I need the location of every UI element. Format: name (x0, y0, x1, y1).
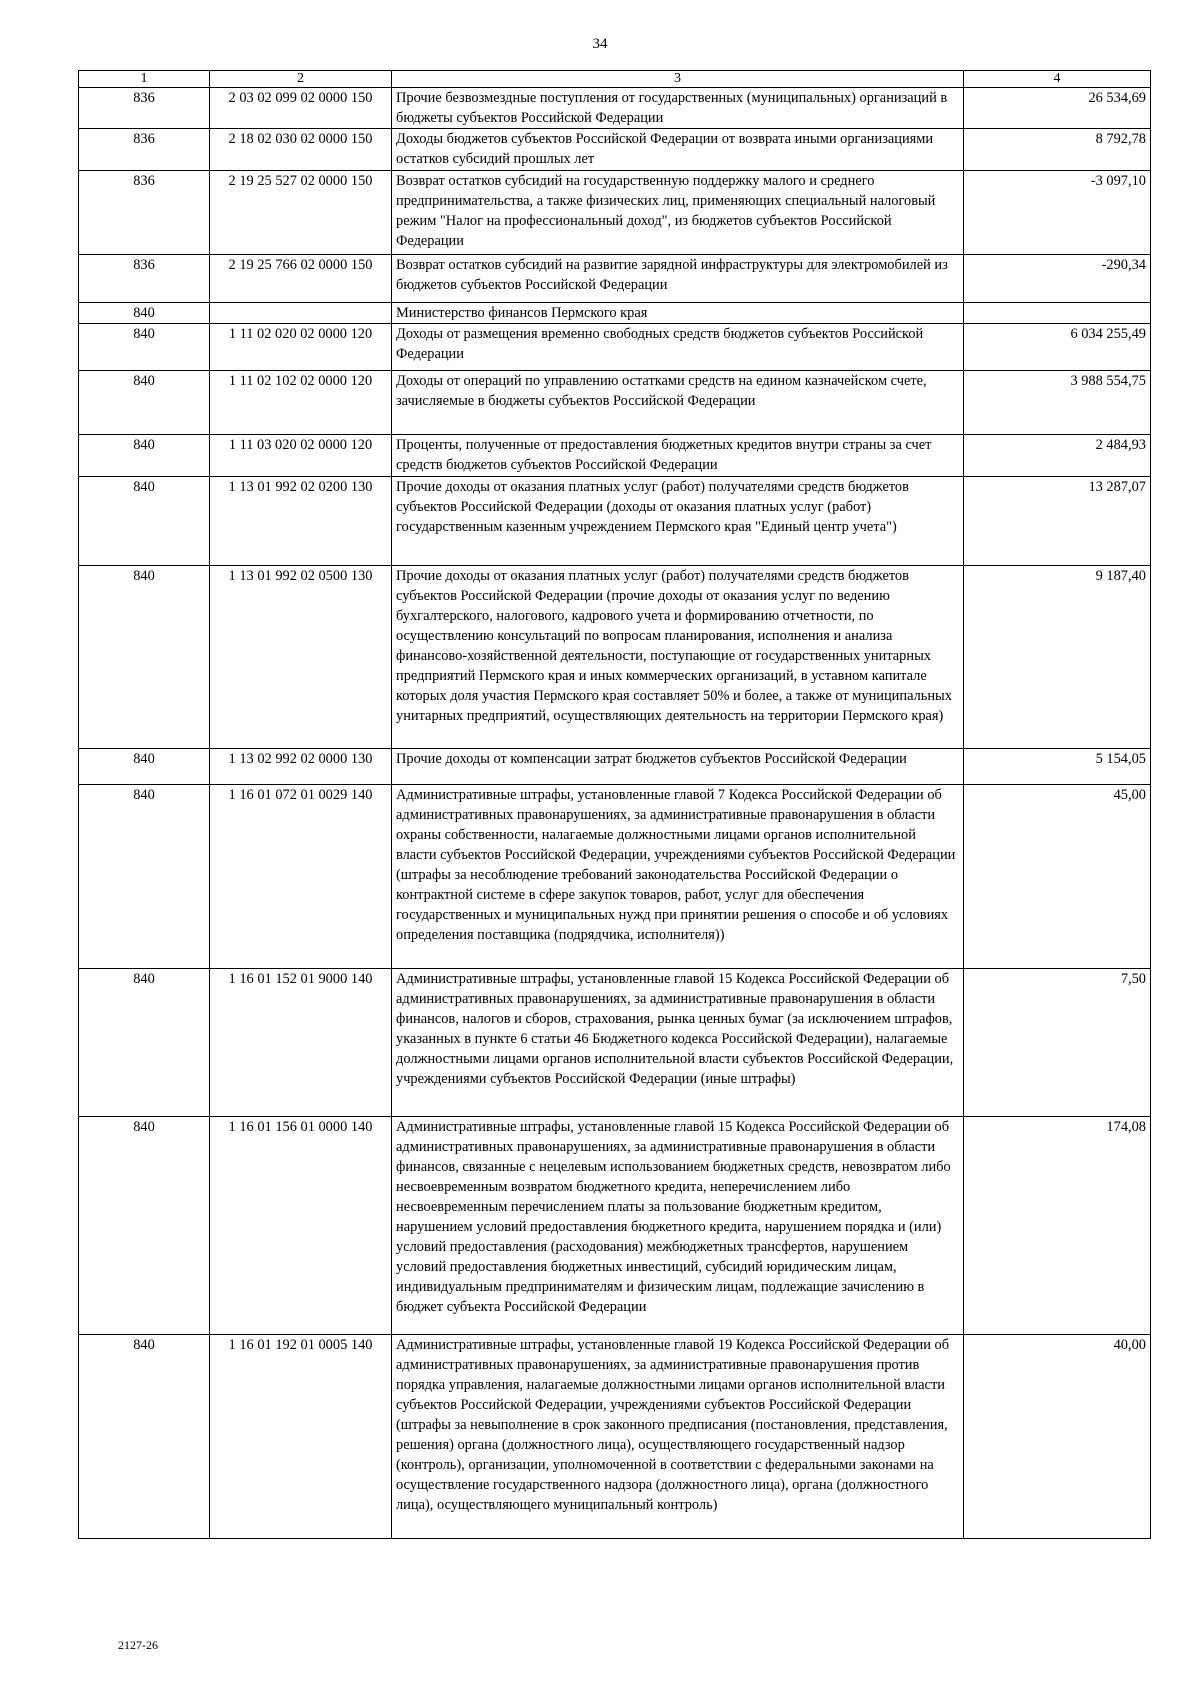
page-number: 34 (592, 36, 608, 52)
amount-cell: 13 287,07 (964, 477, 1151, 566)
description-cell: Прочие безвозмездные поступления от государственных (муниципальных) организаций в бюджеты субъектов Российской Федерации (392, 88, 964, 129)
amount-cell (964, 303, 1151, 324)
admin-code-cell: 840 (79, 371, 210, 435)
description-cell: Проценты, полученные от предоставления бюджетных кредитов внутри страны за счет средств бюджетов субъектов Российской Федерации (392, 435, 964, 477)
budget-code-cell: 1 13 01 992 02 0200 130 (210, 477, 392, 566)
admin-code-cell: 836 (79, 129, 210, 171)
amount-cell: 40,00 (964, 1335, 1151, 1539)
budget-code-cell: 2 03 02 099 02 0000 150 (210, 88, 392, 129)
document-footer-code: 2127-26 (118, 1638, 158, 1652)
table-row (79, 1335, 1151, 1539)
column-number-header-row (79, 71, 1151, 88)
admin-code-cell: 840 (79, 324, 210, 371)
table-row (79, 129, 1151, 171)
budget-code-cell (210, 303, 392, 324)
amount-cell: 45,00 (964, 785, 1151, 969)
table-row (79, 1117, 1151, 1335)
admin-code-cell: 840 (79, 566, 210, 749)
description-cell: Административные штрафы, установленные главой 7 Кодекса Российской Федерации об административных правонарушениях, за административные правонарушения в области охраны собственности, налагаемые должностными лицами органов исполнительной власти субъектов Российской Федерации, учреждениями субъектов Российской Федерации (штрафы за несоблюдение требований законодательства Российской Федерации о контрактной системе в сфере закупок товаров, работ, услуг для обеспечения государственных и муниципальных нужд при принятии решения о способе и об условиях определения поставщика (подрядчика, исполнителя)) (392, 785, 964, 969)
admin-code-cell: 840 (79, 1117, 210, 1335)
column-header-4: 4 (964, 71, 1151, 88)
table-row (79, 324, 1151, 371)
ministry-name-cell: Министерство финансов Пермского края (392, 303, 964, 324)
admin-code-cell: 840 (79, 969, 210, 1117)
table-row (79, 171, 1151, 255)
amount-cell: 7,50 (964, 969, 1151, 1117)
description-cell: Доходы от размещения временно свободных средств бюджетов субъектов Российской Федерации (392, 324, 964, 371)
budget-code-cell: 1 13 01 992 02 0500 130 (210, 566, 392, 749)
table-row (79, 969, 1151, 1117)
table-row (79, 566, 1151, 749)
admin-code-cell: 836 (79, 88, 210, 129)
budget-code-cell: 2 18 02 030 02 0000 150 (210, 129, 392, 171)
amount-cell: 174,08 (964, 1117, 1151, 1335)
budget-code-cell: 2 19 25 766 02 0000 150 (210, 255, 392, 303)
admin-code-cell: 840 (79, 785, 210, 969)
description-cell: Доходы от операций по управлению остатками средств на едином казначейском счете, зачисляемые в бюджеты субъектов Российской Федерации (392, 371, 964, 435)
budget-code-cell: 1 16 01 072 01 0029 140 (210, 785, 392, 969)
description-cell: Административные штрафы, установленные главой 15 Кодекса Российской Федерации об административных правонарушениях, за административные правонарушения в области финансов, налогов и сборов, страхования, рынка ценных бумаг (за исключением штрафов, указанных в пункте 6 статьи 46 Бюджетного кодекса Российской Федерации), налагаемые должностными лицами органов исполнительной власти субъектов Российской Федерации, учреждениями субъектов Российской Федерации (иные штрафы) (392, 969, 964, 1117)
amount-cell: 2 484,93 (964, 435, 1151, 477)
description-cell: Доходы бюджетов субъектов Российской Федерации от возврата иными организациями остатков субсидий прошлых лет (392, 129, 964, 171)
description-cell: Возврат остатков субсидий на государственную поддержку малого и среднего предпринимательства, а также физических лиц, применяющих специальный налоговый режим "Налог на профессиональный доход", из бюджетов субъектов Российской Федерации (392, 171, 964, 255)
admin-code-cell: 840 (79, 1335, 210, 1539)
table-row (79, 371, 1151, 435)
admin-code-cell: 840 (79, 303, 210, 324)
description-cell: Возврат остатков субсидий на развитие зарядной инфраструктуры для электромобилей из бюджетов субъектов Российской Федерации (392, 255, 964, 303)
amount-cell: 6 034 255,49 (964, 324, 1151, 371)
column-header-1: 1 (79, 71, 210, 88)
column-header-2: 2 (210, 71, 392, 88)
budget-code-cell: 1 16 01 152 01 9000 140 (210, 969, 392, 1117)
budget-code-cell: 1 11 02 102 02 0000 120 (210, 371, 392, 435)
admin-code-cell: 840 (79, 435, 210, 477)
amount-cell: 5 154,05 (964, 749, 1151, 785)
amount-cell: -3 097,10 (964, 171, 1151, 255)
table-row (79, 477, 1151, 566)
table-row (79, 785, 1151, 969)
budget-code-cell: 1 16 01 192 01 0005 140 (210, 1335, 392, 1539)
admin-code-cell: 840 (79, 477, 210, 566)
table-row (79, 255, 1151, 303)
description-cell: Прочие доходы от компенсации затрат бюджетов субъектов Российской Федерации (392, 749, 964, 785)
admin-code-cell: 836 (79, 255, 210, 303)
admin-code-cell: 836 (79, 171, 210, 255)
amount-cell: 9 187,40 (964, 566, 1151, 749)
column-header-3: 3 (392, 71, 964, 88)
revenue-table (78, 70, 1151, 1539)
description-cell: Административные штрафы, установленные главой 15 Кодекса Российской Федерации об административных правонарушениях, за административные правонарушения в области финансов, связанные с нецелевым использованием бюджетных средств, невозвратом либо несвоевременным возвратом бюджетного кредита, неперечислением либо несвоевременным перечислением платы за пользование бюджетным кредитом, нарушением условий предоставления бюджетного кредита, нарушением порядка и (или) условий предоставления (расходования) межбюджетных трансфертов, нарушением условий предоставления бюджетных инвестиций, субсидий юридическим лицам, индивидуальным предпринимателям и физическим лицам, подлежащие зачислению в бюджет субъекта Российской Федерации (392, 1117, 964, 1335)
description-cell: Административные штрафы, установленные главой 19 Кодекса Российской Федерации об административных правонарушениях, за административные правонарушения против порядка управления, налагаемые должностными лицами органов исполнительной власти субъектов Российской Федерации, учреждениями субъектов Российской Федерации (штрафы за невыполнение в срок законного предписания (постановления, представления, решения) органа (должностного лица), осуществляющего государственный надзор (контроль), организации, уполномоченной в соответствии с федеральными законами на осуществление государственного надзора (должностного лица), органа (должностного лица), осуществляющего муниципальный контроль) (392, 1335, 964, 1539)
amount-cell: 3 988 554,75 (964, 371, 1151, 435)
budget-code-cell: 1 11 03 020 02 0000 120 (210, 435, 392, 477)
description-cell: Прочие доходы от оказания платных услуг (работ) получателями средств бюджетов субъектов Российской Федерации (доходы от оказания платных услуг (работ) государственным казенным учреждением Пермского края "Единый центр учета") (392, 477, 964, 566)
table-row (79, 88, 1151, 129)
budget-code-cell: 1 11 02 020 02 0000 120 (210, 324, 392, 371)
table-row-section-header (79, 303, 1151, 324)
amount-cell: 26 534,69 (964, 88, 1151, 129)
budget-code-cell: 2 19 25 527 02 0000 150 (210, 171, 392, 255)
admin-code-cell: 840 (79, 749, 210, 785)
table-row (79, 435, 1151, 477)
table-row (79, 749, 1151, 785)
amount-cell: -290,34 (964, 255, 1151, 303)
budget-code-cell: 1 16 01 156 01 0000 140 (210, 1117, 392, 1335)
description-cell: Прочие доходы от оказания платных услуг (работ) получателями средств бюджетов субъектов Российской Федерации (прочие доходы от оказания услуг по ведению бухгалтерского, налогового, кадрового учета и формированию отчетности, по осуществлению консультаций по вопросам планирования, исполнения и анализа финансово-хозяйственной деятельности, поступающие от государственных унитарных предприятий Пермского края и иных коммерческих организаций, в уставном капитале которых доля участия Пермского края составляет 50% и более, а также от муниципальных унитарных предприятий, осуществляющих деятельность на территории Пермского края) (392, 566, 964, 749)
budget-code-cell: 1 13 02 992 02 0000 130 (210, 749, 392, 785)
amount-cell: 8 792,78 (964, 129, 1151, 171)
